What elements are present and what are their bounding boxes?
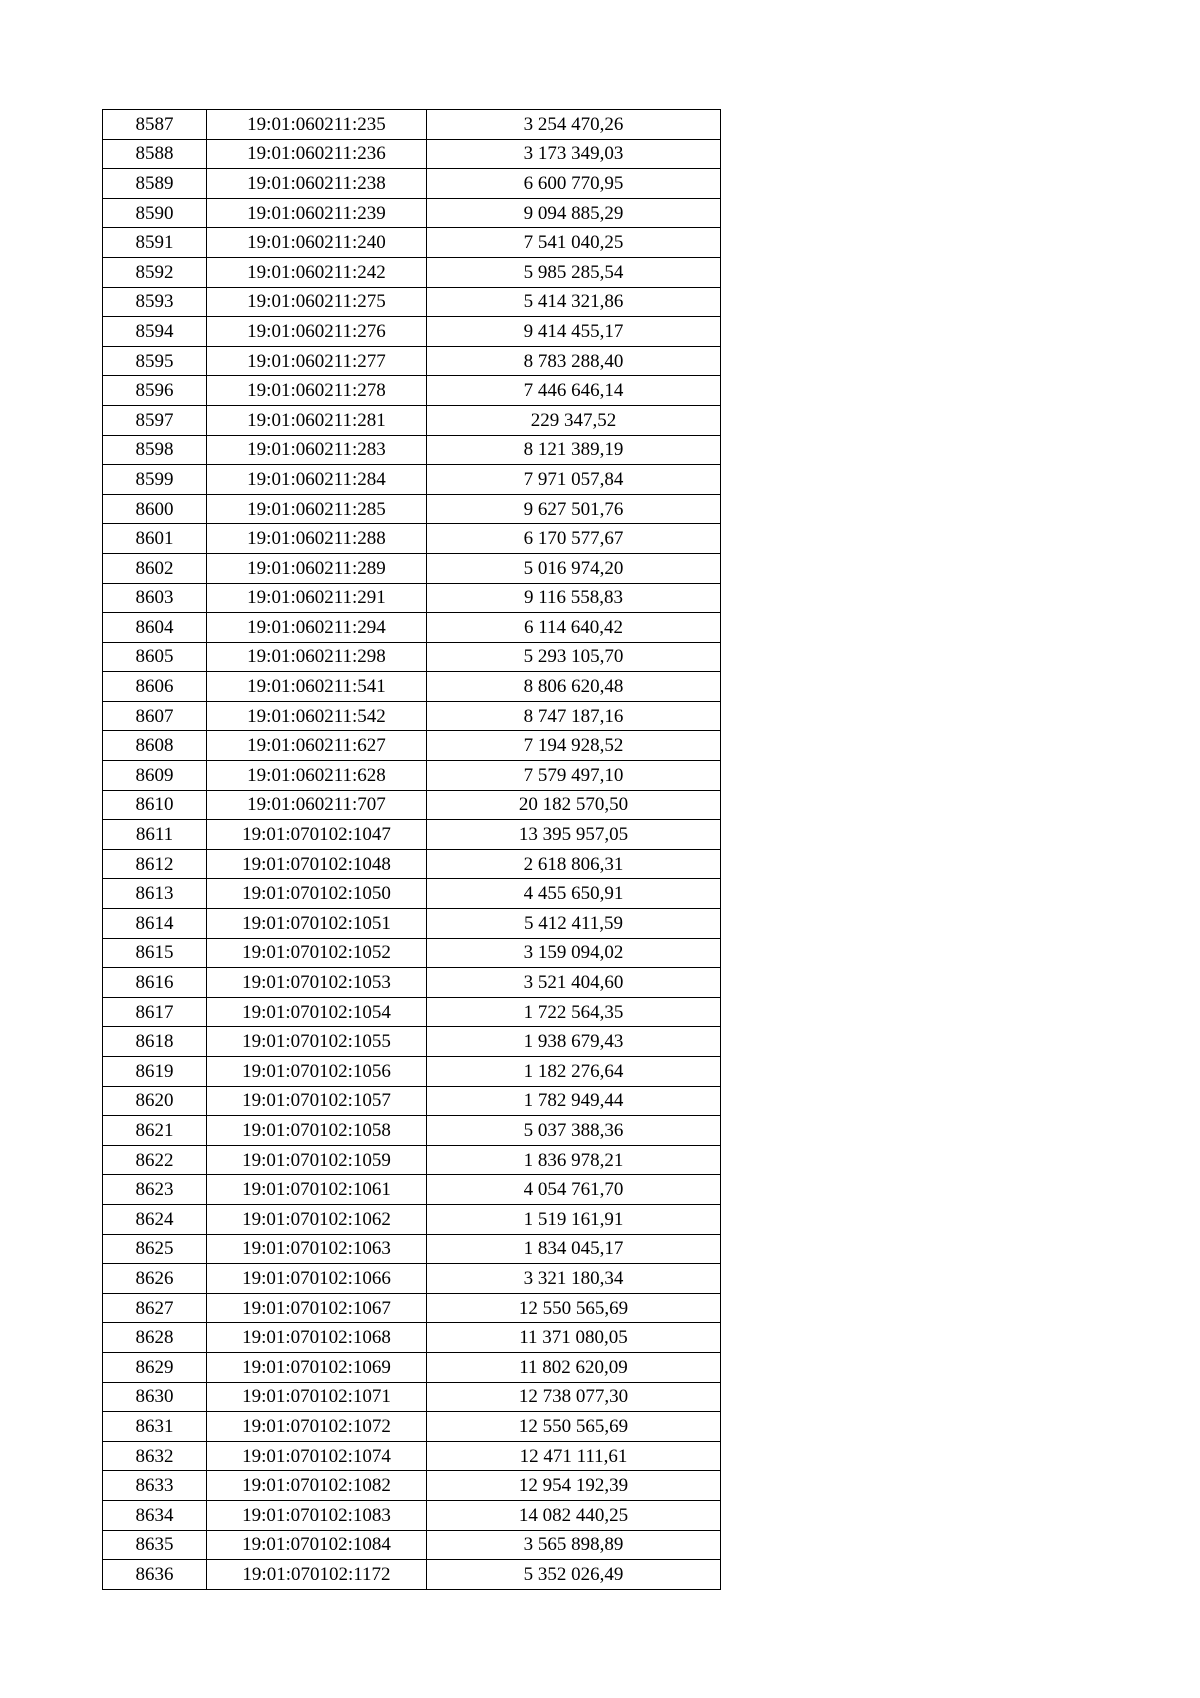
cadastral-number-cell: 19:01:060211:284 — [207, 465, 427, 495]
table-row — [103, 465, 721, 495]
cadastral-value-cell: 12 550 565,69 — [427, 1412, 721, 1442]
cadastral-number-cell: 19:01:060211:242 — [207, 257, 427, 287]
cadastral-value-cell: 3 521 404,60 — [427, 968, 721, 998]
table-row — [103, 198, 721, 228]
table-row — [103, 761, 721, 791]
cadastral-value-cell: 14 082 440,25 — [427, 1500, 721, 1530]
cadastral-value-cell: 3 254 470,26 — [427, 110, 721, 140]
row-number-cell: 8624 — [103, 1204, 207, 1234]
row-number-cell: 8626 — [103, 1264, 207, 1294]
table-row — [103, 1412, 721, 1442]
table-row — [103, 1323, 721, 1353]
cadastral-number-cell: 19:01:070102:1058 — [207, 1116, 427, 1146]
cadastral-number-cell: 19:01:060211:240 — [207, 228, 427, 258]
table-row — [103, 1471, 721, 1501]
table-row — [103, 553, 721, 583]
row-number-cell: 8614 — [103, 909, 207, 939]
row-number-cell: 8607 — [103, 701, 207, 731]
cadastral-value-cell: 7 971 057,84 — [427, 465, 721, 495]
cadastral-value-cell: 1 836 978,21 — [427, 1145, 721, 1175]
row-number-cell: 8616 — [103, 968, 207, 998]
cadastral-number-cell: 19:01:070102:1053 — [207, 968, 427, 998]
table-row — [103, 1352, 721, 1382]
table-row — [103, 1057, 721, 1087]
cadastral-number-cell: 19:01:070102:1055 — [207, 1027, 427, 1057]
row-number-cell: 8612 — [103, 849, 207, 879]
cadastral-number-cell: 19:01:060211:239 — [207, 198, 427, 228]
row-number-cell: 8636 — [103, 1560, 207, 1590]
cadastral-value-cell: 1 722 564,35 — [427, 997, 721, 1027]
row-number-cell: 8621 — [103, 1116, 207, 1146]
row-number-cell: 8587 — [103, 110, 207, 140]
cadastral-value-cell: 1 182 276,64 — [427, 1057, 721, 1087]
cadastral-value-cell: 1 519 161,91 — [427, 1204, 721, 1234]
cadastral-value-cell: 9 414 455,17 — [427, 317, 721, 347]
cadastral-number-cell: 19:01:060211:627 — [207, 731, 427, 761]
table-row — [103, 376, 721, 406]
cadastral-value-cell: 5 412 411,59 — [427, 909, 721, 939]
table-row — [103, 790, 721, 820]
table-row — [103, 1086, 721, 1116]
cadastral-number-cell: 19:01:070102:1172 — [207, 1560, 427, 1590]
cadastral-value-cell: 4 455 650,91 — [427, 879, 721, 909]
row-number-cell: 8625 — [103, 1234, 207, 1264]
row-number-cell: 8595 — [103, 346, 207, 376]
cadastral-value-cell: 5 985 285,54 — [427, 257, 721, 287]
cadastral-value-cell: 3 159 094,02 — [427, 938, 721, 968]
cadastral-number-cell: 19:01:060211:278 — [207, 376, 427, 406]
cadastral-value-cell: 7 579 497,10 — [427, 761, 721, 791]
row-number-cell: 8593 — [103, 287, 207, 317]
table-row — [103, 1293, 721, 1323]
table-row — [103, 524, 721, 554]
cadastral-value-cell: 7 194 928,52 — [427, 731, 721, 761]
row-number-cell: 8596 — [103, 376, 207, 406]
cadastral-value-cell: 8 121 389,19 — [427, 435, 721, 465]
table-row — [103, 642, 721, 672]
cadastral-value-cell: 5 016 974,20 — [427, 553, 721, 583]
table-row — [103, 1204, 721, 1234]
cadastral-number-cell: 19:01:070102:1062 — [207, 1204, 427, 1234]
table-row — [103, 672, 721, 702]
table-row — [103, 169, 721, 199]
table-row — [103, 1175, 721, 1205]
row-number-cell: 8590 — [103, 198, 207, 228]
row-number-cell: 8609 — [103, 761, 207, 791]
cadastral-number-cell: 19:01:070102:1084 — [207, 1530, 427, 1560]
cadastral-number-cell: 19:01:070102:1050 — [207, 879, 427, 909]
cadastral-number-cell: 19:01:060211:238 — [207, 169, 427, 199]
row-number-cell: 8592 — [103, 257, 207, 287]
cadastral-value-cell: 7 446 646,14 — [427, 376, 721, 406]
cadastral-number-cell: 19:01:070102:1067 — [207, 1293, 427, 1323]
cadastral-number-cell: 19:01:060211:294 — [207, 613, 427, 643]
cadastral-value-cell: 2 618 806,31 — [427, 849, 721, 879]
table-row — [103, 613, 721, 643]
cadastral-value-cell: 8 806 620,48 — [427, 672, 721, 702]
cadastral-number-cell: 19:01:060211:277 — [207, 346, 427, 376]
table-row — [103, 1234, 721, 1264]
table-row — [103, 879, 721, 909]
row-number-cell: 8634 — [103, 1500, 207, 1530]
cadastral-number-cell: 19:01:060211:236 — [207, 139, 427, 169]
row-number-cell: 8603 — [103, 583, 207, 613]
cadastral-value-cell: 6 114 640,42 — [427, 613, 721, 643]
table-row — [103, 1441, 721, 1471]
cadastral-value-cell: 6 600 770,95 — [427, 169, 721, 199]
cadastral-value-cell: 5 293 105,70 — [427, 642, 721, 672]
cadastral-value-cell: 13 395 957,05 — [427, 820, 721, 850]
cadastral-value-cell: 1 782 949,44 — [427, 1086, 721, 1116]
row-number-cell: 8610 — [103, 790, 207, 820]
row-number-cell: 8605 — [103, 642, 207, 672]
cadastral-number-cell: 19:01:070102:1057 — [207, 1086, 427, 1116]
row-number-cell: 8589 — [103, 169, 207, 199]
cadastral-value-cell: 3 321 180,34 — [427, 1264, 721, 1294]
cadastral-number-cell: 19:01:060211:288 — [207, 524, 427, 554]
table-row — [103, 346, 721, 376]
cadastral-number-cell: 19:01:060211:281 — [207, 405, 427, 435]
table-row — [103, 139, 721, 169]
row-number-cell: 8619 — [103, 1057, 207, 1087]
table-row — [103, 257, 721, 287]
row-number-cell: 8608 — [103, 731, 207, 761]
cadastral-number-cell: 19:01:070102:1069 — [207, 1352, 427, 1382]
cadastral-number-cell: 19:01:070102:1083 — [207, 1500, 427, 1530]
cadastral-number-cell: 19:01:070102:1063 — [207, 1234, 427, 1264]
table-row — [103, 701, 721, 731]
cadastral-value-cell: 3 173 349,03 — [427, 139, 721, 169]
cadastral-value-cell: 229 347,52 — [427, 405, 721, 435]
cadastral-value-cell: 9 627 501,76 — [427, 494, 721, 524]
cadastral-number-cell: 19:01:060211:707 — [207, 790, 427, 820]
cadastral-number-cell: 19:01:070102:1074 — [207, 1441, 427, 1471]
row-number-cell: 8623 — [103, 1175, 207, 1205]
row-number-cell: 8604 — [103, 613, 207, 643]
cadastral-value-cell: 5 414 321,86 — [427, 287, 721, 317]
table-row — [103, 1500, 721, 1530]
row-number-cell: 8631 — [103, 1412, 207, 1442]
table-body — [103, 110, 721, 1590]
table-row — [103, 1145, 721, 1175]
table-row — [103, 110, 721, 140]
row-number-cell: 8615 — [103, 938, 207, 968]
cadastral-value-cell: 8 747 187,16 — [427, 701, 721, 731]
table-row — [103, 583, 721, 613]
table-row — [103, 849, 721, 879]
table-row — [103, 1027, 721, 1057]
row-number-cell: 8618 — [103, 1027, 207, 1057]
cadastral-number-cell: 19:01:070102:1056 — [207, 1057, 427, 1087]
table-row — [103, 1264, 721, 1294]
row-number-cell: 8633 — [103, 1471, 207, 1501]
table-row — [103, 405, 721, 435]
row-number-cell: 8602 — [103, 553, 207, 583]
cadastral-number-cell: 19:01:070102:1066 — [207, 1264, 427, 1294]
row-number-cell: 8611 — [103, 820, 207, 850]
cadastral-value-cell: 9 094 885,29 — [427, 198, 721, 228]
cadastral-number-cell: 19:01:060211:275 — [207, 287, 427, 317]
cadastral-value-cell: 20 182 570,50 — [427, 790, 721, 820]
cadastral-value-cell: 12 550 565,69 — [427, 1293, 721, 1323]
table-row — [103, 820, 721, 850]
cadastral-value-cell: 6 170 577,67 — [427, 524, 721, 554]
table-row — [103, 731, 721, 761]
cadastral-value-table — [102, 109, 721, 1590]
cadastral-value-cell: 1 834 045,17 — [427, 1234, 721, 1264]
cadastral-number-cell: 19:01:070102:1051 — [207, 909, 427, 939]
cadastral-number-cell: 19:01:060211:276 — [207, 317, 427, 347]
table-row — [103, 435, 721, 465]
row-number-cell: 8620 — [103, 1086, 207, 1116]
cadastral-number-cell: 19:01:060211:298 — [207, 642, 427, 672]
row-number-cell: 8627 — [103, 1293, 207, 1323]
cadastral-value-cell: 7 541 040,25 — [427, 228, 721, 258]
table-row — [103, 909, 721, 939]
cadastral-number-cell: 19:01:060211:291 — [207, 583, 427, 613]
cadastral-number-cell: 19:01:070102:1061 — [207, 1175, 427, 1205]
cadastral-number-cell: 19:01:070102:1071 — [207, 1382, 427, 1412]
cadastral-value-cell: 1 938 679,43 — [427, 1027, 721, 1057]
cadastral-value-cell: 5 352 026,49 — [427, 1560, 721, 1590]
table-row — [103, 494, 721, 524]
row-number-cell: 8599 — [103, 465, 207, 495]
cadastral-number-cell: 19:01:070102:1052 — [207, 938, 427, 968]
row-number-cell: 8635 — [103, 1530, 207, 1560]
cadastral-value-cell: 8 783 288,40 — [427, 346, 721, 376]
cadastral-number-cell: 19:01:060211:235 — [207, 110, 427, 140]
cadastral-value-cell: 11 802 620,09 — [427, 1352, 721, 1382]
cadastral-value-cell: 11 371 080,05 — [427, 1323, 721, 1353]
row-number-cell: 8600 — [103, 494, 207, 524]
table-row — [103, 1382, 721, 1412]
cadastral-number-cell: 19:01:070102:1054 — [207, 997, 427, 1027]
table-row — [103, 997, 721, 1027]
row-number-cell: 8630 — [103, 1382, 207, 1412]
row-number-cell: 8588 — [103, 139, 207, 169]
table-row — [103, 1116, 721, 1146]
cadastral-number-cell: 19:01:070102:1059 — [207, 1145, 427, 1175]
cadastral-number-cell: 19:01:070102:1068 — [207, 1323, 427, 1353]
cadastral-number-cell: 19:01:070102:1082 — [207, 1471, 427, 1501]
cadastral-number-cell: 19:01:060211:541 — [207, 672, 427, 702]
cadastral-value-cell: 12 738 077,30 — [427, 1382, 721, 1412]
cadastral-number-cell: 19:01:070102:1048 — [207, 849, 427, 879]
table-row — [103, 968, 721, 998]
cadastral-number-cell: 19:01:060211:285 — [207, 494, 427, 524]
table-row — [103, 938, 721, 968]
cadastral-number-cell: 19:01:060211:542 — [207, 701, 427, 731]
row-number-cell: 8601 — [103, 524, 207, 554]
table-row — [103, 1530, 721, 1560]
cadastral-number-cell: 19:01:070102:1047 — [207, 820, 427, 850]
table-row — [103, 287, 721, 317]
row-number-cell: 8622 — [103, 1145, 207, 1175]
cadastral-number-cell: 19:01:070102:1072 — [207, 1412, 427, 1442]
row-number-cell: 8591 — [103, 228, 207, 258]
cadastral-value-cell: 5 037 388,36 — [427, 1116, 721, 1146]
cadastral-number-cell: 19:01:060211:283 — [207, 435, 427, 465]
row-number-cell: 8628 — [103, 1323, 207, 1353]
cadastral-value-cell: 3 565 898,89 — [427, 1530, 721, 1560]
cadastral-number-cell: 19:01:060211:628 — [207, 761, 427, 791]
row-number-cell: 8606 — [103, 672, 207, 702]
cadastral-number-cell: 19:01:060211:289 — [207, 553, 427, 583]
row-number-cell: 8597 — [103, 405, 207, 435]
row-number-cell: 8613 — [103, 879, 207, 909]
table-row — [103, 317, 721, 347]
cadastral-value-cell: 4 054 761,70 — [427, 1175, 721, 1205]
cadastral-value-cell: 12 954 192,39 — [427, 1471, 721, 1501]
row-number-cell: 8598 — [103, 435, 207, 465]
row-number-cell: 8594 — [103, 317, 207, 347]
row-number-cell: 8617 — [103, 997, 207, 1027]
cadastral-value-cell: 12 471 111,61 — [427, 1441, 721, 1471]
row-number-cell: 8632 — [103, 1441, 207, 1471]
row-number-cell: 8629 — [103, 1352, 207, 1382]
cadastral-value-cell: 9 116 558,83 — [427, 583, 721, 613]
table-row — [103, 1560, 721, 1590]
table-row — [103, 228, 721, 258]
